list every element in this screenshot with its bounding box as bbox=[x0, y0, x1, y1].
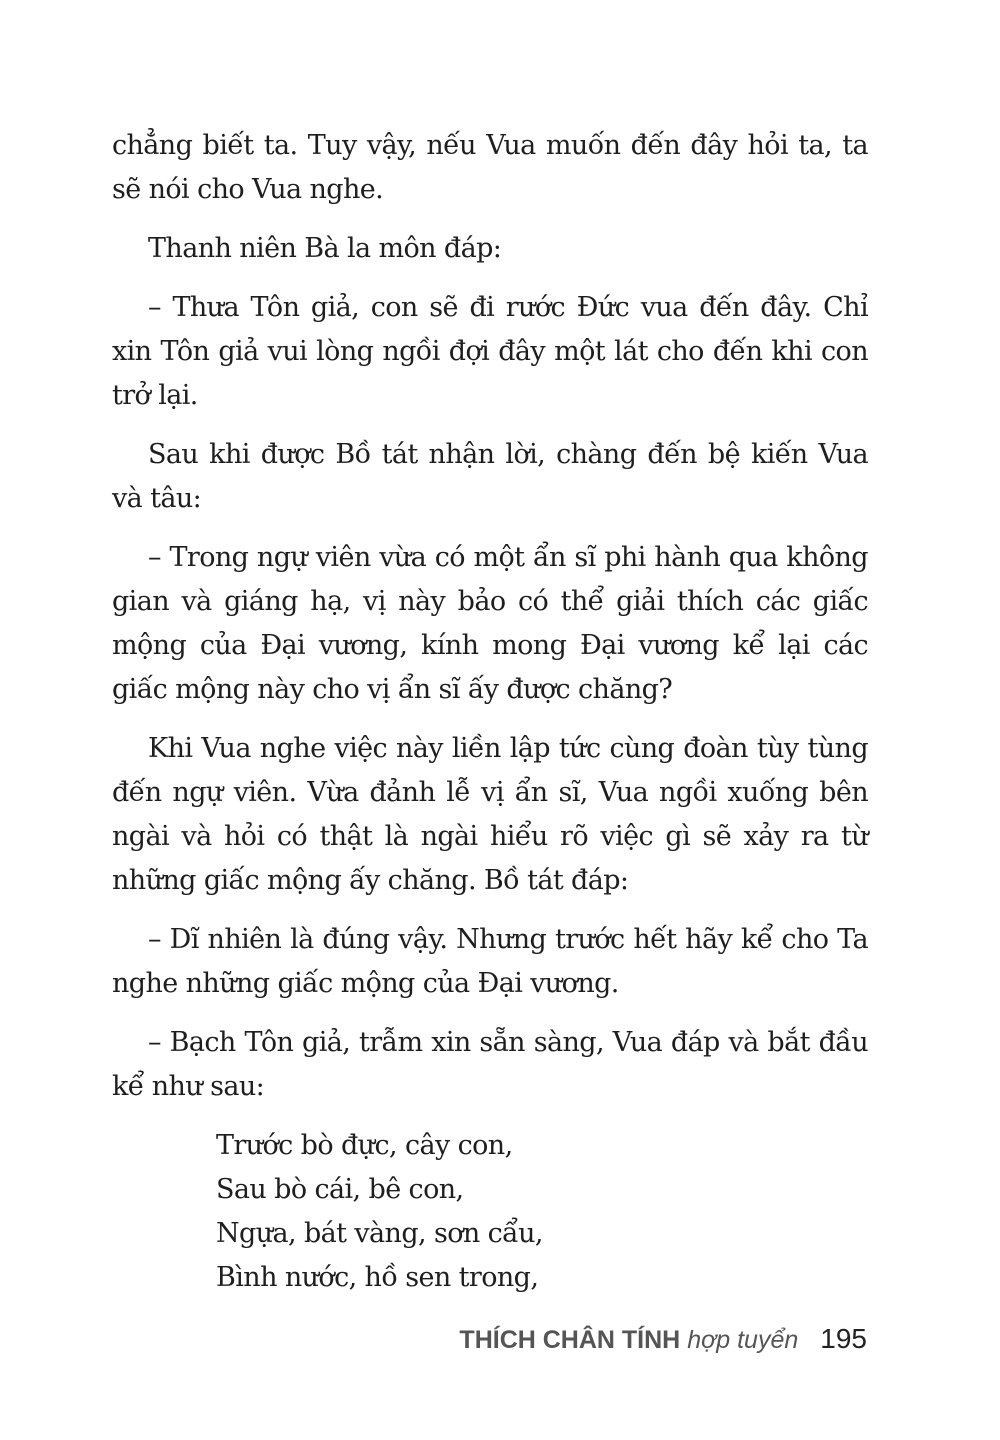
paragraph-continued: chẳng biết ta. Tuy vậy, nếu Vua muốn đến đây hỏi ta, ta sẽ nói cho Vua nghe. bbox=[112, 130, 868, 205]
paragraph: – Thưa Tôn giả, con sẽ đi rước Đức vua đến đây. Chỉ xin Tôn giả vui lòng ngồi đợi đây một lát cho đến khi con trở lại. bbox=[112, 292, 868, 411]
page-body bbox=[112, 124, 868, 1300]
footer-author: THÍCH CHÂN TÍNH bbox=[459, 1326, 681, 1354]
verse-block bbox=[216, 1124, 868, 1300]
paragraph: – Dĩ nhiên là đúng vậy. Nhưng trước hết hãy kể cho Ta nghe những giấc mộng của Đại vương. bbox=[112, 924, 868, 999]
verse-line: Sau bò cái, bê con, bbox=[216, 1174, 464, 1205]
page-footer bbox=[459, 1323, 867, 1367]
paragraph: Sau khi được Bồ tát nhận lời, chàng đến bệ kiến Vua và tâu: bbox=[112, 439, 868, 514]
paragraph: – Bạch Tôn giả, trẫm xin sẵn sàng, Vua đáp và bắt đầu kể như sau: bbox=[112, 1027, 868, 1102]
page-number: 195 bbox=[820, 1323, 867, 1354]
paragraph: Khi Vua nghe việc này liền lập tức cùng đoàn tùy tùng đến ngự viên. Vừa đảnh lễ vị ẩn sĩ, Vua ngồi xuống bên ngài và hỏi có thật là ngài hiểu rõ việc gì sẽ xảy ra từ những giấc mộng ấy chăng. Bồ tát đáp: bbox=[112, 733, 868, 896]
verse-line: Ngựa, bát vàng, sơn cẩu, bbox=[216, 1218, 543, 1249]
verse-line: Trước bò đực, cây con, bbox=[216, 1130, 513, 1161]
footer-subtitle: hợp tuyển bbox=[687, 1326, 799, 1354]
paragraph: Thanh niên Bà la môn đáp: bbox=[148, 233, 502, 264]
paragraph: – Trong ngự viên vừa có một ẩn sĩ phi hành qua không gian và giáng hạ, vị này bảo có thể giải thích các giấc mộng của Đại vương, kính mong Đại vương kể lại các giấc mộng này cho vị ẩn sĩ ấy được chăng? bbox=[112, 542, 868, 705]
verse-line: Bình nước, hồ sen trong, bbox=[216, 1262, 539, 1293]
